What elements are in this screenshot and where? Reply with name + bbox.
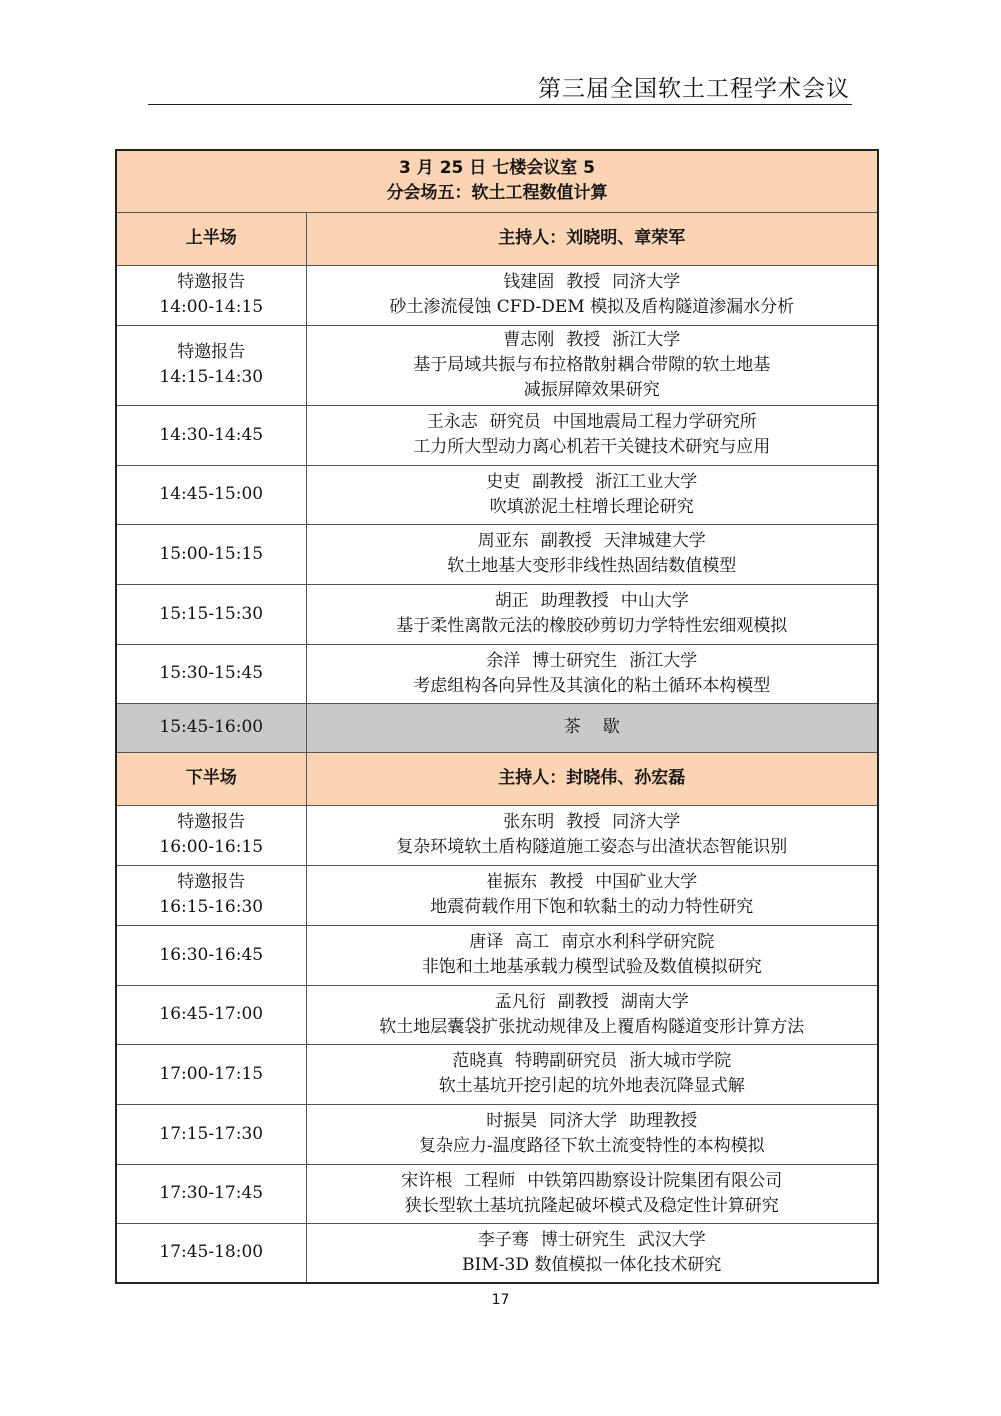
speaker-name: 范晓真 [452,1051,504,1071]
time-cell [116,584,306,644]
session-title: 分会场五：软土工程数值计算 [386,183,608,204]
first-half-label: 上半场 [116,212,306,265]
talk-title: 基于柔性离散元法的橡胶砂剪切力学特性宏细观模拟 [396,616,788,636]
session-title-cell [116,150,878,212]
talk-cell [306,1044,878,1104]
speaker-line [307,930,878,955]
header-rule [148,104,852,105]
speaker-line [307,810,878,835]
time-cell [116,1223,306,1283]
talk-title: 工力所大型动力离心机若干关键技术研究与应用 [413,437,771,457]
speaker-line [307,410,878,435]
time-cell [116,644,306,703]
speaker-line [307,470,878,495]
table-row [116,265,878,325]
speaker-org: 中山大学 [620,591,689,611]
talk-cell [306,265,878,325]
talk-cell [306,985,878,1044]
speaker-role: 特聘副研究员 [515,1051,618,1071]
speaker-name: 钱建固 [503,272,555,292]
session-date-room: 3 月 25 日 七楼会议室 5 [399,158,595,179]
speaker-role: 助理教授 [540,591,609,611]
speaker-org: 南京水利科学研究院 [561,932,715,952]
time-cell [116,985,306,1044]
speaker-role: 工程师 [464,1170,516,1191]
session-schedule-table [115,149,879,1284]
time-cell [116,1164,306,1223]
talk-cell [306,1164,878,1223]
talk-title: 砂土渗流侵蚀 CFD-DEM 模拟及盾构隧道渗漏水分析 [389,297,795,317]
talk-title: 非饱和土地基承载力模型试验及数值模拟研究 [421,957,762,977]
speaker-role: 副教授 [540,531,592,551]
speaker-role: 研究员 [489,412,541,432]
speaker-role: 高工 [515,932,550,952]
speaker-name: 时振昊 [486,1111,538,1131]
speaker-name: 史吏 [486,471,521,492]
talk-cell [306,405,878,465]
second-half-label: 下半场 [116,752,306,805]
first-half-host: 主持人：刘晓明、章荣军 [306,212,878,265]
talk-time: 16:45-17:00 [159,1004,264,1024]
talk-cell [306,584,878,644]
table-row [116,524,878,584]
time-cell [116,325,306,405]
talk-cell [306,465,878,524]
talk-title: 考虑组构各向异性及其演化的粘土循环本构模型 [413,675,771,696]
speaker-name: 周亚东 [477,531,529,551]
speaker-org: 浙江大学 [629,650,698,671]
speaker-org: 浙大城市学院 [629,1051,732,1071]
speaker-role: 副教授 [532,471,584,492]
speaker-name: 孟凡衍 [494,991,546,1012]
speaker-name: 崔振东 [486,872,538,892]
table-row [116,325,878,405]
speaker-role: 教授 [566,329,601,350]
speaker-org: 助理教授 [629,1111,698,1131]
talk-title-line2: 减振屏障效果研究 [523,379,660,400]
talk-time: 17:15-17:30 [159,1123,264,1144]
speaker-org: 天津城建大学 [603,531,706,551]
table-row [116,584,878,644]
time-cell [116,405,306,465]
time-cell [116,265,306,325]
speaker-line [307,1109,878,1134]
speaker-org: 浙江工业大学 [595,471,698,492]
speaker-org: 浙江大学 [612,329,681,350]
table-row [116,805,878,865]
speaker-line [307,328,878,353]
talk-title: 软土基坑开挖引起的坑外地表沉降显式解 [438,1076,745,1096]
time-cell [116,925,306,985]
talk-title: 软土地基大变形非线性热固结数值模型 [447,556,737,576]
time-cell [116,465,306,524]
talk-cell [306,1104,878,1164]
second-half-host: 主持人：封晓伟、孙宏磊 [306,752,878,805]
talk-title: 地震荷载作用下饱和软黏土的动力特性研究 [430,897,754,917]
talk-cell [306,925,878,985]
table-row [116,925,878,985]
speaker-role: 博士研究生 [532,650,618,671]
speaker-role: 博士研究生 [540,1229,626,1250]
speaker-name: 李子骞 [477,1229,529,1250]
speaker-org: 中国地震局工程力学研究所 [552,412,757,432]
table-row [116,465,878,524]
tea-break-label: 茶歇 [563,717,642,737]
talk-title: 吹填淤泥土柱增长理论研究 [489,496,694,517]
speaker-line [307,529,878,554]
time-cell [116,1104,306,1164]
speaker-role: 同济大学 [549,1111,618,1131]
time-cell [116,805,306,865]
second-half-header-row [116,752,878,805]
talk-time: 15:00-15:15 [159,543,264,564]
table-row [116,1223,878,1283]
speaker-org: 湖南大学 [620,991,689,1012]
talk-type: 特邀报告 [177,272,246,292]
time-cell [116,865,306,925]
talk-time: 16:00-16:15 [159,837,264,857]
table-row [116,865,878,925]
talk-cell [306,644,878,703]
table-row [116,405,878,465]
speaker-name: 张东明 [503,812,555,832]
tea-break-cell [306,703,878,752]
talk-time: 14:45-15:00 [159,484,264,504]
table-row [116,1044,878,1104]
talk-time: 15:30-15:45 [159,663,264,683]
table-row [116,985,878,1044]
speaker-name: 曹志刚 [503,329,555,350]
speaker-line [307,1169,878,1194]
talk-title: 基于局域共振与布拉格散射耦合带隙的软土地基 [413,354,771,375]
talk-time: 14:15-14:30 [159,367,264,387]
speaker-name: 宋许根 [401,1170,453,1191]
talk-title: 复杂环境软土盾构隧道施工姿态与出渣状态智能识别 [396,837,788,857]
speaker-role: 副教授 [557,991,609,1012]
page-number: 17 [491,1292,510,1308]
talk-time: 14:30-14:45 [159,424,264,445]
talk-title: 软土地层囊袋扩张扰动规律及上覆盾构隧道变形计算方法 [379,1016,805,1037]
session-title-row [116,150,878,212]
talk-cell [306,524,878,584]
speaker-org: 武汉大学 [637,1229,706,1250]
talk-time: 16:30-16:45 [159,944,264,965]
speaker-line [307,270,878,295]
talk-title: 狭长型软土基坑抗隆起破坏模式及稳定性计算研究 [404,1195,779,1216]
talk-time: 17:45-18:00 [159,1242,264,1263]
talk-cell [306,1223,878,1283]
speaker-role: 教授 [566,812,601,832]
talk-type: 特邀报告 [177,812,246,832]
tea-break-time: 15:45-16:00 [116,703,306,752]
talk-cell [306,805,878,865]
table-row [116,644,878,703]
speaker-org: 同济大学 [612,812,681,832]
speaker-line [307,870,878,895]
speaker-name: 唐译 [469,932,504,952]
talk-time: 17:30-17:45 [159,1183,264,1203]
speaker-org: 中国矿业大学 [595,872,698,892]
talk-type: 特邀报告 [177,872,246,892]
speaker-name: 王永志 [426,412,478,432]
talk-title: 复杂应力-温度路径下软土流变特性的本构模拟 [418,1136,765,1156]
talk-title: BIM-3D 数值模拟一体化技术研究 [462,1254,722,1275]
talk-time: 16:15-16:30 [159,897,264,917]
speaker-role: 教授 [549,872,584,892]
speaker-name: 余洋 [486,650,521,671]
table-row [116,1104,878,1164]
talk-time: 14:00-14:15 [159,297,264,317]
time-cell [116,1044,306,1104]
speaker-line [307,649,878,674]
speaker-org: 同济大学 [612,272,681,292]
talk-cell [306,325,878,405]
talk-cell [306,865,878,925]
header-title: 第三届全国软土工程学术会议 [538,76,850,102]
talk-time: 15:15-15:30 [159,603,264,624]
speaker-org: 中铁第四勘察设计院集团有限公司 [527,1170,783,1191]
speaker-line [307,1228,878,1253]
speaker-line [307,589,878,614]
time-cell [116,524,306,584]
table-row [116,1164,878,1223]
talk-type: 特邀报告 [177,342,246,362]
tea-break-row [116,703,878,752]
first-half-header-row [116,212,878,265]
speaker-name: 胡正 [494,591,529,611]
speaker-role: 教授 [566,272,601,292]
speaker-line [307,990,878,1015]
talk-time: 17:00-17:15 [159,1063,264,1084]
page-header [148,70,852,102]
speaker-line [307,1049,878,1074]
